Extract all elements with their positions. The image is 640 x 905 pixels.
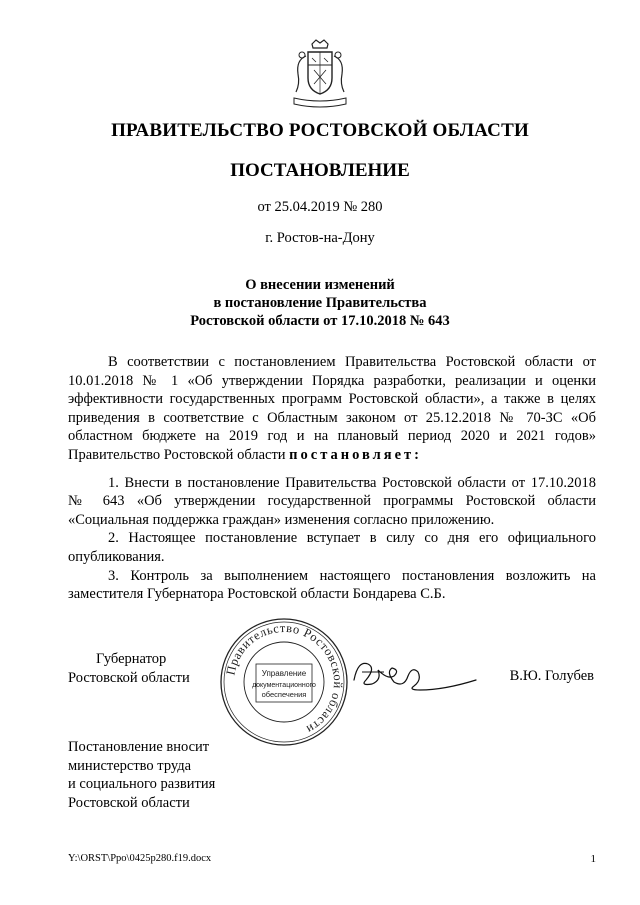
prepared-by-line: министерство труда (68, 757, 192, 774)
prepared-by-line: Постановление вносит (68, 739, 210, 755)
seal-center-line: обеспечения (261, 690, 307, 699)
decree-word: постановляет: (289, 446, 423, 463)
document-subject (0, 276, 640, 330)
subject-line: Ростовской области от 17.10.2018 № 643 (190, 313, 450, 329)
position-line: Губернатор (96, 651, 167, 667)
document-city: г. Ростов-на-Дону (265, 230, 375, 246)
prepared-by-block (68, 738, 215, 812)
subject-line: в постановление Правительства (213, 295, 427, 311)
decree-item: 2. Настоящее постановление вступает в силу со дня его официального опубликования. (68, 530, 596, 565)
page-number: 1 (590, 853, 596, 865)
decree-item: 3. Контроль за выполнением настоящего постановления возложить на заместителя Губернатора Ростовской области Бондарева С.Б. (68, 567, 596, 603)
prepared-by-line: Ростовской области (68, 794, 190, 811)
coat-of-arms-icon (290, 38, 350, 112)
preamble-text: В соответствии с постановлением Правительства Ростовской области от 10.01.2018 № 1 «Об утверждении Порядка разработки, реализации и оценки эффективности государственных программ Ростовской области», а также в целях приведения в соответствие с Областным законом от 25.12.2018 № 70-ЗС «Об областном бюджете на 2019 год и на плановый период 2020 и 2021 годов» Правительство Ростовской области (68, 354, 596, 463)
handwritten-signature (348, 650, 480, 696)
seal-ring-text: Правительство Ростовской области (223, 620, 346, 737)
official-seal (218, 616, 350, 748)
svg-text:Правительство Ростовской облас (223, 621, 345, 737)
signatory-position (68, 650, 190, 687)
preamble-paragraph (68, 353, 596, 465)
seal-center-line: документационного (252, 682, 316, 689)
signatory-name: В.Ю. Голубев (509, 668, 594, 684)
document-body (68, 353, 596, 604)
government-title: ПРАВИТЕЛЬСТВО РОСТОВСКОЙ ОБЛАСТИ (111, 120, 529, 141)
decree-item: 1. Внести в постановление Правительства Ростовской области от 17.10.2018 № 643 «Об утверждении государственной программы Ростовской области «Социальная поддержка граждан» изменения согласно приложению. (68, 474, 596, 528)
document-type-title: ПОСТАНОВЛЕНИЕ (230, 160, 410, 181)
document-date-number: от 25.04.2019 № 280 (257, 199, 383, 215)
position-line: Ростовской области (68, 669, 190, 686)
seal-center-line: Управление (261, 669, 307, 678)
prepared-by-line: и социального развития (68, 776, 216, 793)
footer-file-path: Y:\ORST\Ppo\0425p280.f19.docx (68, 853, 212, 864)
subject-line: О внесении изменений (245, 277, 395, 293)
